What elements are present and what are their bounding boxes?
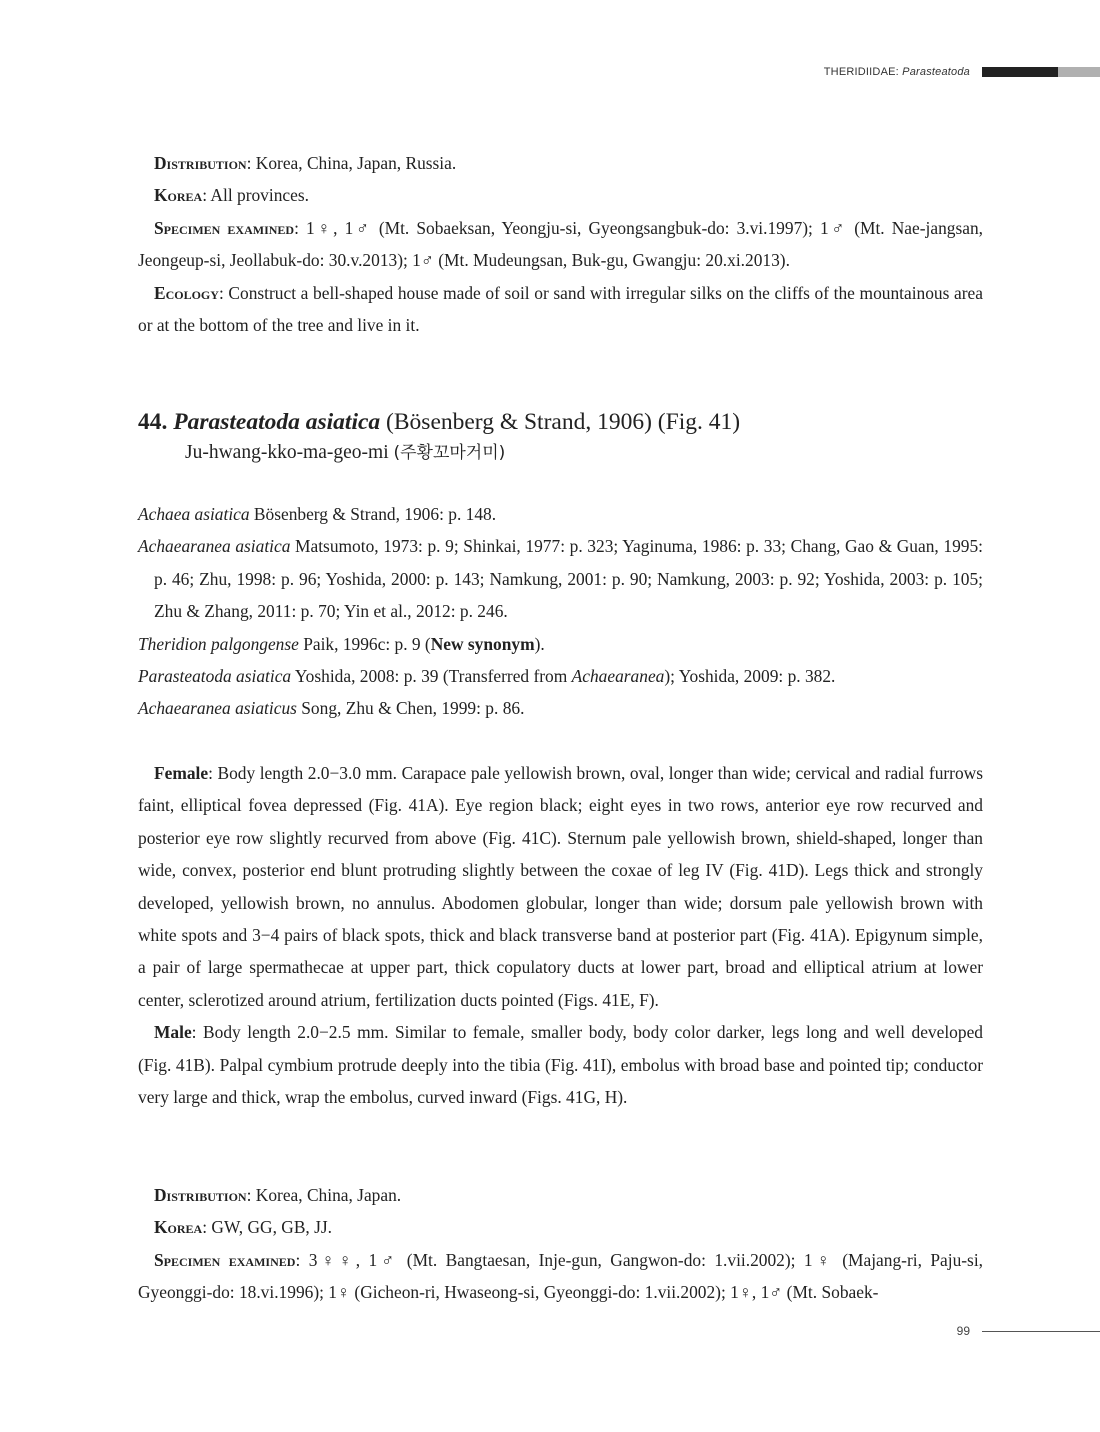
synonym-name: Achaearanea asiaticus [138, 698, 297, 719]
species-title [138, 406, 983, 438]
distribution-text: : Korea, China, Japan. [246, 1185, 402, 1205]
male-text: : Body length 2.0−2.5 mm. Similar to female, smaller body, body color darker, legs long and well developed (Fig. 41B). Palpal cymbium protrude deeply into the tibia (Fig. 41I), embolus with broad base and pointed tip; conductor very large and thick, wrap the embolus, curved inward (Figs. 41G, H). [138, 1022, 983, 1108]
header-family: THERIDIIDAE [823, 66, 896, 78]
synonym-name: Achaea asiatica [138, 504, 250, 524]
species-figure-ref: (Fig. 41) [657, 409, 741, 435]
section-distribution [138, 1179, 983, 1309]
korea-paragraph [138, 179, 983, 211]
section-previous-species [138, 147, 983, 341]
korean-romanized: Ju-hwang-kko-ma-geo-mi [185, 442, 389, 463]
synonym-entry [138, 692, 983, 724]
species-name: Parasteatoda asiatica [173, 409, 381, 435]
korean-hangul: (주황꼬마거미) [393, 443, 506, 463]
synonym-name: Parasteatoda asiatica [138, 666, 292, 687]
korea-paragraph [138, 1211, 983, 1243]
distribution-label: Distribution [154, 153, 247, 173]
ecology-label: Ecology [154, 282, 219, 303]
female-label: Female [154, 763, 209, 783]
species-korean-name [138, 438, 983, 468]
synonym-entry [138, 660, 983, 692]
description-section [138, 757, 983, 1113]
male-description [138, 1016, 983, 1113]
distribution-label: Distribution [154, 1185, 247, 1205]
specimen-label: Specimen examined [154, 1249, 296, 1270]
synonym-name: Achaearanea asiatica [138, 536, 291, 557]
synonym-citation: Bösenberg & Strand, 1906: p. 148. [249, 504, 497, 524]
species-author: (Bösenberg & Strand, 1906) [386, 409, 652, 435]
ecology-text: : Construct a bell-shaped house made of soil or sand with irregular silks on the cliffs of the mountainous area or at the bottom of the tree and live in it. [138, 282, 983, 336]
page-number: 99 [956, 1324, 970, 1338]
male-label: Male [154, 1022, 192, 1043]
species-heading [138, 406, 983, 468]
korea-label: Korea [154, 1217, 203, 1238]
header-bar-dark [982, 67, 1058, 77]
species-number: 44. [138, 409, 168, 435]
distribution-text: : Korea, China, Japan, Russia. [246, 153, 457, 173]
ecology-paragraph [138, 277, 983, 342]
footer-rule [982, 1331, 1100, 1332]
header-bar-light [1058, 67, 1100, 77]
new-synonym-label: New synonym [430, 633, 535, 654]
korea-text: : All provinces. [202, 185, 309, 206]
running-header [824, 62, 1100, 82]
distribution-paragraph [138, 1179, 983, 1211]
synonym-citation: Yoshida, 2008: p. 39 (Transferred from [291, 666, 572, 687]
synonym-entry [138, 498, 983, 530]
specimen-text: : 3♀♀, 1♂ (Mt. Bangtaesan, Inje-gun, Gangwon-do: 1.vii.2002); 1♀ (Majang-ri, Paju-si, Gyeonggi-do: 18.vi.1996); 1♀ (Gicheon-ri, Hwaseong-si, Gyeonggi-do: 1.vii.2002); 1♀, 1♂ (Mt. Sobaek- [138, 1249, 983, 1303]
synonymy-list [138, 498, 983, 725]
synonym-genus: Achaearanea [571, 666, 665, 687]
korea-text: : GW, GG, GB, JJ. [202, 1217, 333, 1238]
header-genus: Parasteatoda [902, 66, 970, 78]
synonym-citation: Matsumoto, 1973: p. 9; Shinkai, 1977: p. 323; Yaginuma, 1986: p. 33; Chang, Gao & Guan, 1995: p. 46; Zhu, 1998: p. 96; Yoshida, 2000: p. 143; Namkung, 2001: p. 90; Namkung, 2003: p. 92; Yoshida, 2003: p. 105; Zhu & Zhang, 2011: p. 70; Yin et al., 2012: p. 246. [154, 536, 984, 622]
specimen-label: Specimen examined [154, 217, 295, 238]
specimen-paragraph [138, 212, 983, 277]
synonym-citation: Paik, 1996c: p. 9 ( [298, 633, 431, 654]
header-title: THERIDIIDAE: Parasteatoda [823, 66, 970, 78]
specimen-text: : 1♀, 1♂ (Mt. Sobaeksan, Yeongju-si, Gyeongsangbuk-do: 3.vi.1997); 1♂ (Mt. Nae-jangsan, Jeongeup-si, Jeollabuk-do: 30.v.2013); 1♂ (Mt. Mudeungsan, Buk-gu, Gwangju: 20.xi.2013). [138, 217, 983, 271]
synonym-tail: ); Yoshida, 2009: p. 382. [664, 666, 836, 687]
korea-label: Korea [154, 185, 203, 206]
synonym-tail: ). [534, 633, 545, 654]
distribution-paragraph [138, 147, 983, 179]
synonym-entry [138, 628, 983, 660]
specimen-paragraph [138, 1244, 983, 1309]
female-description [138, 757, 983, 1016]
synonym-citation: Song, Zhu & Chen, 1999: p. 86. [296, 698, 525, 719]
female-text: : Body length 2.0−3.0 mm. Carapace pale yellowish brown, oval, longer than wide; cervical and radial furrows faint, elliptical fovea depressed (Fig. 41A). Eye region black; eight eyes in two rows, anterior eye row recurved and posterior eye row slightly recurved from above (Fig. 41C). Sternum pale yellowish brown, shield-shaped, longer than wide, convex, posterior end blunt protruding slightly between the coxae of leg IV (Fig. 41D). Legs thick and strongly developed, yellowish brown, no annulus. Abodomen globular, longer than wide; dorsum pale yellowish brown with white spots and 3−4 pairs of black spots, thick and black transverse band at posterior part (Fig. 41A). Epigynum simple, a pair of large spermathecae at upper part, thick copulatory ducts at lower part, broad and elliptical atrium at lower center, sclerotized around atrium, fertilization ducts pointed (Figs. 41E, F). [138, 763, 983, 1010]
synonym-name: Theridion palgongense [138, 633, 299, 654]
synonym-entry [138, 530, 983, 627]
page-footer [957, 1324, 1100, 1338]
